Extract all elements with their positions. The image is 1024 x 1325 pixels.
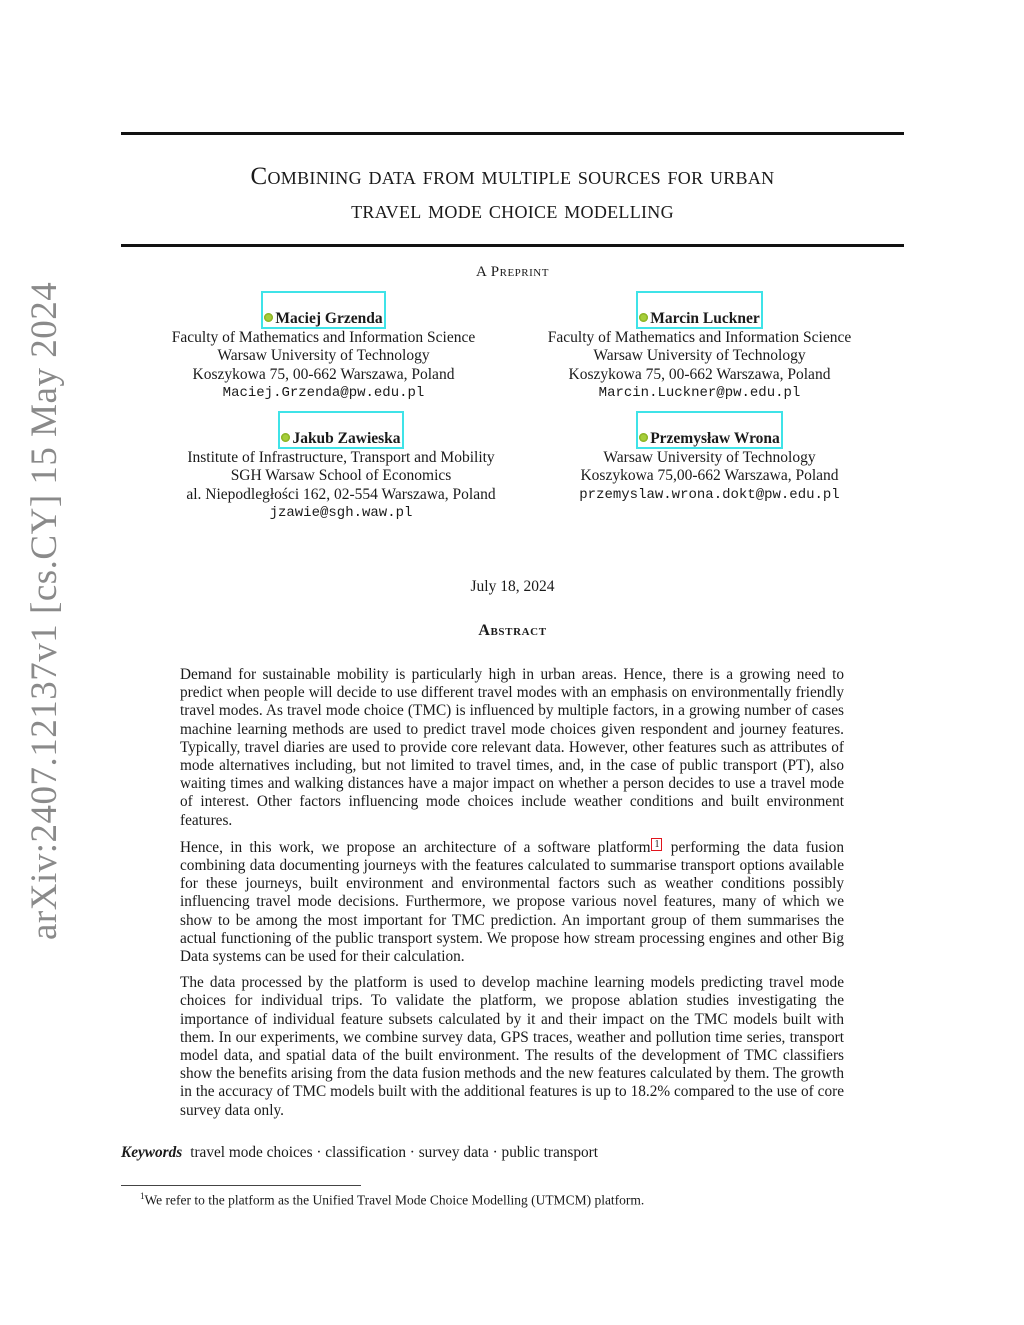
author-name: Marcin Luckner (650, 310, 760, 327)
footnote-rule (121, 1185, 361, 1186)
affiliation-line: al. Niepodległości 162, 02-554 Warszawa, Poland (186, 485, 496, 503)
keywords-label: Keywords (121, 1144, 183, 1161)
title-line-1: Combining data from multiple sources for urban (250, 163, 775, 190)
abstract-text: performing the data fusion combining data documenting journeys with the features calculated to summarise transport options available for these journeys, built environment and environmental factors such as weather conditions possibly influencing travel mode decisions. Furthermore, we propose various novel features, many of which we show to be among the most important for TMC prediction. An important group of them summarises the actual functioning of the public transport system. We propose how stream processing engines and other Big Data systems can be used for their calculation. (180, 838, 844, 966)
author-block (151, 291, 496, 402)
author-name: Jakub Zawieska (292, 430, 401, 447)
affiliation-line: Warsaw University of Technology (603, 449, 816, 466)
preprint-label: A Preprint (476, 264, 549, 280)
orcid-icon[interactable] (281, 433, 290, 442)
footnote (140, 1191, 644, 1209)
orcid-icon[interactable] (639, 433, 648, 442)
affiliation-line: Koszykowa 75,00-662 Warszawa, Poland (580, 467, 839, 485)
author-block (527, 411, 892, 504)
keywords-text: travel mode choices · classification · survey data · public transport (190, 1144, 598, 1161)
keywords-line (121, 1144, 598, 1162)
arxiv-stamp: arXiv:2407.12137v1 [cs.CY] 15 May 2024 (24, 281, 65, 940)
abstract-heading: Abstract (478, 622, 547, 639)
author-email[interactable]: Maciej.Grzenda@pw.edu.pl (222, 384, 425, 401)
author-email[interactable]: Marcin.Luckner@pw.edu.pl (598, 384, 801, 401)
abstract-body (180, 666, 844, 1128)
author-name-link[interactable] (636, 291, 763, 329)
abstract-paragraph: Demand for sustainable mobility is particularly high in urban areas. Hence, there is a growing need to predict when people will decide to use different travel modes with an emphasis on environmentally friendly travel modes. As travel mode choice (TMC) is influenced by multiple factors, in a growing number of cases machine learning methods are used to predict travel mode choices given respondent and journey features. Typically, travel diaries are used to provide core relevant data. However, other features such as attributes of mode alternatives including, but not limited to travel times, and, in the case of public transport (PT), also waiting times and walking distances have a major impact on whether a person decides to use a travel mode of interest. Other factors influencing mode choices include weather conditions and built environment features. (180, 666, 844, 829)
title-line-2: travel mode choice modelling (351, 197, 674, 224)
orcid-icon[interactable] (264, 313, 273, 322)
affiliation-line: Koszykowa 75, 00-662 Warszawa, Poland (568, 365, 831, 383)
footnote-reference-link[interactable]: 1 (651, 838, 662, 851)
orcid-icon[interactable] (639, 313, 648, 322)
affiliation-line: Koszykowa 75, 00-662 Warszawa, Poland (192, 365, 455, 383)
author-name: Przemysław Wrona (650, 430, 780, 447)
title-top-rule (121, 132, 904, 135)
affiliation-line: Faculty of Mathematics and Information Science (171, 329, 476, 346)
author-block (151, 411, 531, 522)
affiliation-line: Warsaw University of Technology (593, 347, 806, 365)
publication-date: July 18, 2024 (470, 578, 555, 595)
author-name-link[interactable] (636, 411, 783, 449)
author-name-link[interactable] (261, 291, 385, 329)
footnote-text: We refer to the platform as the Unified Travel Mode Choice Modelling (UTMCM) platform. (144, 1192, 645, 1208)
affiliation-line: Faculty of Mathematics and Information Science (547, 329, 852, 346)
affiliation-line: Institute of Infrastructure, Transport and Mobility (187, 449, 495, 466)
abstract-text: Hence, in this work, we propose an architecture of a software platform (180, 838, 651, 856)
paper-title (121, 160, 904, 228)
author-name-link[interactable] (278, 411, 403, 449)
title-bottom-rule (121, 244, 904, 247)
footnote-mark: 1 (140, 1191, 145, 1201)
author-email[interactable]: przemyslaw.wrona.dokt@pw.edu.pl (579, 486, 840, 503)
author-name: Maciej Grzenda (275, 310, 383, 327)
abstract-paragraph: The data processed by the platform is used to develop machine learning models predicting travel mode choices for individual trips. To validate the platform, we propose ablation studies investigating the importance of individual feature subsets calculated by it and their impact on the TMC models built with them. In our experiments, we combine survey data, GPS traces, weather and pollution time series, transport model data, and spatial data of the built environment. The results of the development of TMC classifiers show the benefits arising from the data fusion methods and the new features calculated by them. The growth in the accuracy of TMC models built with the additional features is up to 18.2% compared to the use of core survey data only. (180, 974, 844, 1119)
affiliation-line: SGH Warsaw School of Economics (230, 467, 452, 485)
abstract-paragraph (180, 838, 844, 966)
author-block (527, 291, 872, 402)
affiliation-line: Warsaw University of Technology (217, 347, 430, 365)
author-email[interactable]: jzawie@sgh.waw.pl (269, 504, 413, 521)
